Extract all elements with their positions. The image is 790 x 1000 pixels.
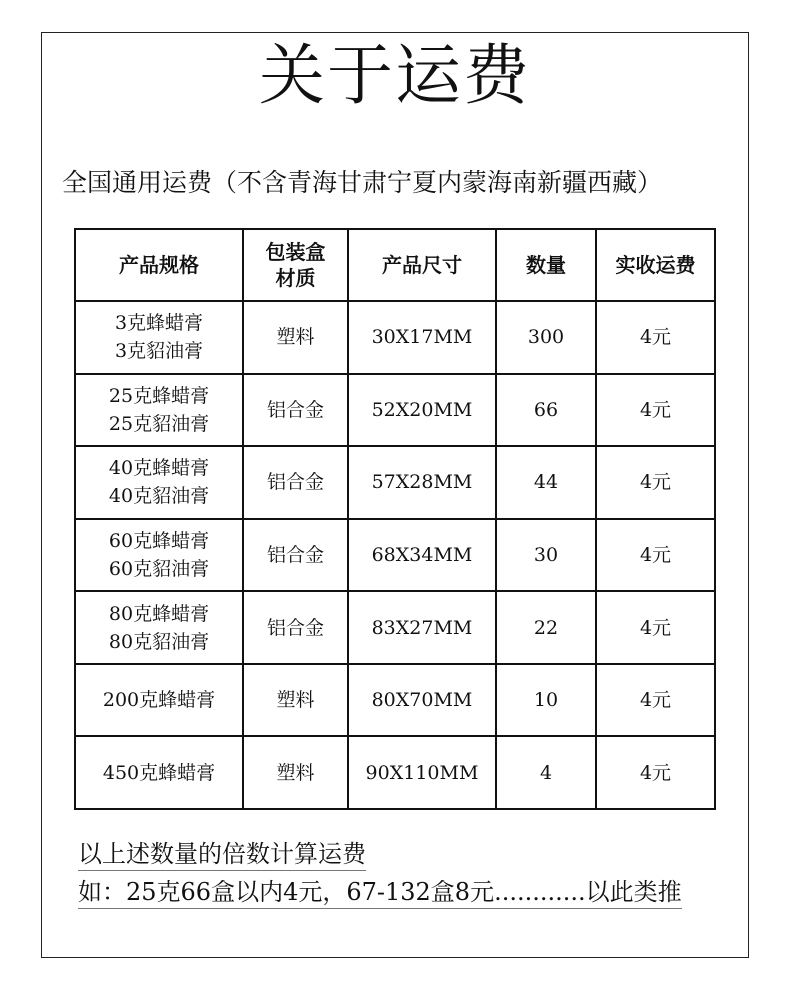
- cell-spec: [75, 664, 243, 737]
- cell-qty: 44: [496, 446, 596, 519]
- header-material-line2: 材质: [275, 266, 316, 290]
- table-row: [75, 374, 715, 447]
- cell-qty: 300: [496, 301, 596, 374]
- cell-qty: 22: [496, 591, 596, 664]
- cell-spec: [75, 374, 243, 447]
- header-size-label: 产品尺寸: [382, 253, 462, 277]
- table-row: [75, 301, 715, 374]
- cell-qty: 4: [496, 736, 596, 809]
- header-material-line1: 包装盒: [265, 240, 326, 264]
- header-spec: [75, 229, 243, 301]
- cell-spec: [75, 301, 243, 374]
- cell-material: 铝合金: [243, 591, 348, 664]
- cell-qty: 66: [496, 374, 596, 447]
- cell-spec: [75, 591, 243, 664]
- page-title: 关于运费: [259, 37, 531, 114]
- cell-size: 83X27MM: [348, 591, 496, 664]
- table-row: [75, 736, 715, 809]
- spec-line: 40克蜂蜡膏: [108, 457, 210, 480]
- spec-line: 60克貂油膏: [108, 557, 210, 580]
- spec-line: 60克蜂蜡膏: [108, 529, 210, 552]
- spec-line: 3克貂油膏: [114, 340, 204, 363]
- cell-qty: 10: [496, 664, 596, 737]
- cell-fee: 4元: [596, 591, 715, 664]
- shipping-scope-note: 全国通用运费（不含青海甘肃宁夏内蒙海南新疆西藏）: [62, 168, 663, 197]
- header-spec-label: 产品规格: [119, 253, 199, 277]
- cell-size: 80X70MM: [348, 664, 496, 737]
- cell-material: 塑料: [243, 301, 348, 374]
- spec-line: 80克蜂蜡膏: [108, 602, 210, 625]
- header-fee-label: 实收运费: [615, 253, 696, 277]
- cell-size: 52X20MM: [348, 374, 496, 447]
- header-fee: [596, 229, 715, 301]
- cell-spec: [75, 519, 243, 592]
- table-row: [75, 591, 715, 664]
- cell-fee: 4元: [596, 519, 715, 592]
- spec-line: 200克蜂蜡膏: [102, 689, 216, 712]
- cell-fee: 4元: [596, 301, 715, 374]
- spec-line: 25克貂油膏: [108, 412, 210, 435]
- cell-fee: 4元: [596, 736, 715, 809]
- note-multiplier: 以上述数量的倍数计算运费: [78, 838, 366, 871]
- shipping-fee-table: [74, 228, 716, 810]
- header-material: [243, 229, 348, 301]
- cell-spec: [75, 446, 243, 519]
- cell-fee: 4元: [596, 664, 715, 737]
- spec-line: 450克蜂蜡膏: [102, 761, 216, 784]
- cell-fee: 4元: [596, 446, 715, 519]
- spec-line: 40克貂油膏: [108, 485, 210, 508]
- header-qty-label: 数量: [526, 253, 566, 277]
- cell-size: 68X34MM: [348, 519, 496, 592]
- cell-size: 57X28MM: [348, 446, 496, 519]
- header-size: [348, 229, 496, 301]
- cell-material: 塑料: [243, 736, 348, 809]
- cell-size: 30X17MM: [348, 301, 496, 374]
- cell-fee: 4元: [596, 374, 715, 447]
- cell-qty: 30: [496, 519, 596, 592]
- table-header-row: [75, 229, 715, 301]
- note-example: 如：25克66盒以内4元，67-132盒8元............以此类推: [78, 876, 682, 909]
- cell-material: 塑料: [243, 664, 348, 737]
- cell-material: 铝合金: [243, 374, 348, 447]
- table-row: [75, 446, 715, 519]
- spec-line: 3克蜂蜡膏: [114, 312, 204, 335]
- header-qty: [496, 229, 596, 301]
- cell-material: 铝合金: [243, 519, 348, 592]
- spec-line: 80克貂油膏: [108, 630, 210, 653]
- cell-material: 铝合金: [243, 446, 348, 519]
- spec-line: 25克蜂蜡膏: [108, 384, 210, 407]
- cell-spec: [75, 736, 243, 809]
- table-row: [75, 519, 715, 592]
- cell-size: 90X110MM: [348, 736, 496, 809]
- table-row: [75, 664, 715, 737]
